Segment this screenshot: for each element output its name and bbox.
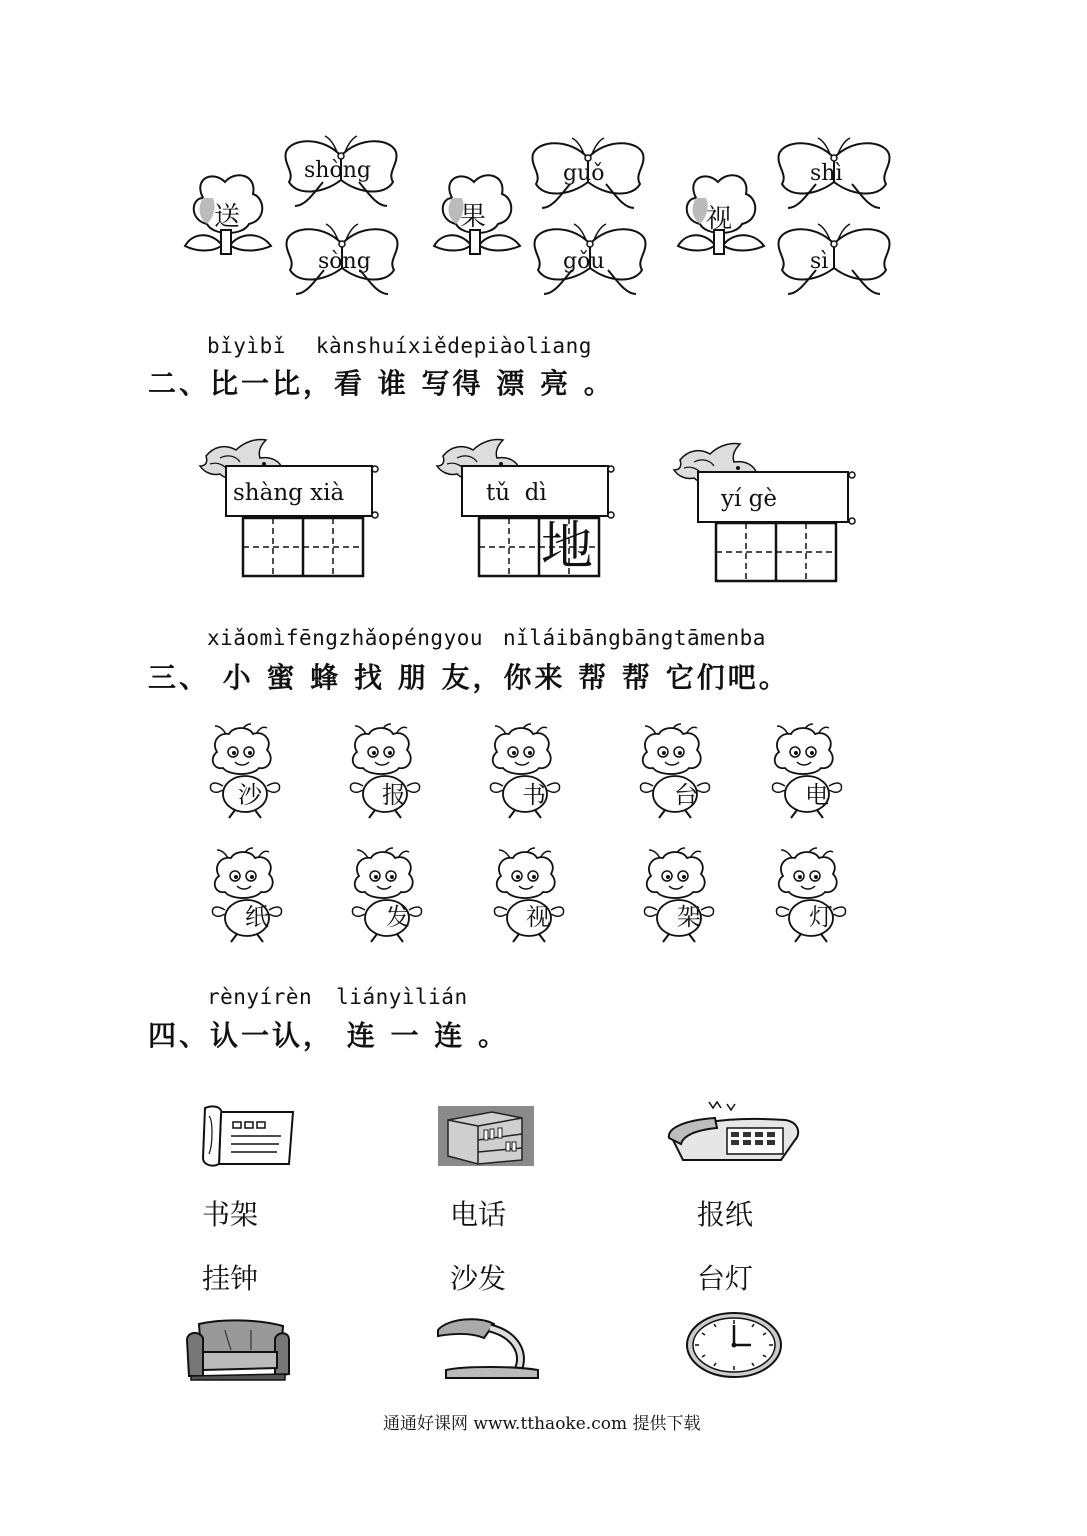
bee-character: 灯 xyxy=(809,903,833,931)
bee-character: 报 xyxy=(382,781,406,809)
bee-character: 电 xyxy=(805,781,829,809)
bee-character: 发 xyxy=(386,903,410,931)
bee-character: 书 xyxy=(522,781,546,809)
bee-character: 视 xyxy=(526,903,550,931)
flower-character: 视 xyxy=(706,204,733,234)
section2-pinyin: bǐyìbǐ kànshuíxiědepiàoliang xyxy=(207,334,592,358)
desk-lamp-icon[interactable] xyxy=(434,1316,544,1380)
footer-credit: 通通好课网 www.tthaoke.com 提供下载 xyxy=(383,1414,701,1434)
word-item[interactable]: 台灯 xyxy=(697,1262,754,1295)
bookshelf-icon[interactable] xyxy=(438,1106,534,1166)
flower-character: 果 xyxy=(460,202,487,232)
telephone-icon[interactable] xyxy=(665,1098,805,1164)
card-pinyin: tǔ dì xyxy=(486,480,547,506)
word-item[interactable]: 沙发 xyxy=(450,1262,507,1295)
butterfly-icon[interactable] xyxy=(776,222,894,298)
word-item[interactable]: 书架 xyxy=(202,1198,259,1231)
sofa-icon[interactable] xyxy=(185,1318,291,1382)
section3-heading: 三、 小 蜜 蜂 找 朋 友，你来 帮 帮 它们吧。 xyxy=(148,661,790,694)
butterfly-pinyin: gǒu xyxy=(563,249,605,274)
butterfly-pinyin: sì xyxy=(810,249,829,274)
bee-character: 纸 xyxy=(245,903,269,931)
section4-pinyin: rènyírèn liányìlián xyxy=(207,985,468,1009)
butterfly-pinyin: guǒ xyxy=(563,161,605,186)
section4-heading: 四、认一认， 连 一 连 。 xyxy=(148,1019,509,1052)
tianzige-grid[interactable] xyxy=(715,522,837,582)
card-pinyin: yí gè xyxy=(721,486,777,512)
word-item[interactable]: 挂钟 xyxy=(202,1262,259,1295)
bee-character: 架 xyxy=(677,903,701,931)
section3-pinyin: xiǎomìfēngzhǎopéngyou nǐláibāngbāngtāmenba xyxy=(207,626,766,650)
word-item[interactable]: 报纸 xyxy=(697,1198,754,1231)
word-item[interactable]: 电话 xyxy=(450,1198,507,1231)
flower-character: 送 xyxy=(214,202,241,232)
bee-character: 台 xyxy=(674,781,698,809)
newspaper-icon[interactable] xyxy=(199,1104,297,1166)
section2-heading: 二、比一比，看 谁 写得 漂 亮 。 xyxy=(148,367,615,400)
card-pinyin: shàng xià xyxy=(233,480,345,506)
butterfly-pinyin: sòng xyxy=(318,249,371,274)
butterfly-pinyin: shì xyxy=(810,161,843,186)
clock-icon[interactable] xyxy=(685,1311,783,1379)
butterfly-pinyin: shòng xyxy=(304,158,371,183)
bee-character: 沙 xyxy=(238,781,262,809)
tianzige-grid[interactable] xyxy=(242,517,364,577)
prefilled-character: 地 xyxy=(541,517,594,577)
